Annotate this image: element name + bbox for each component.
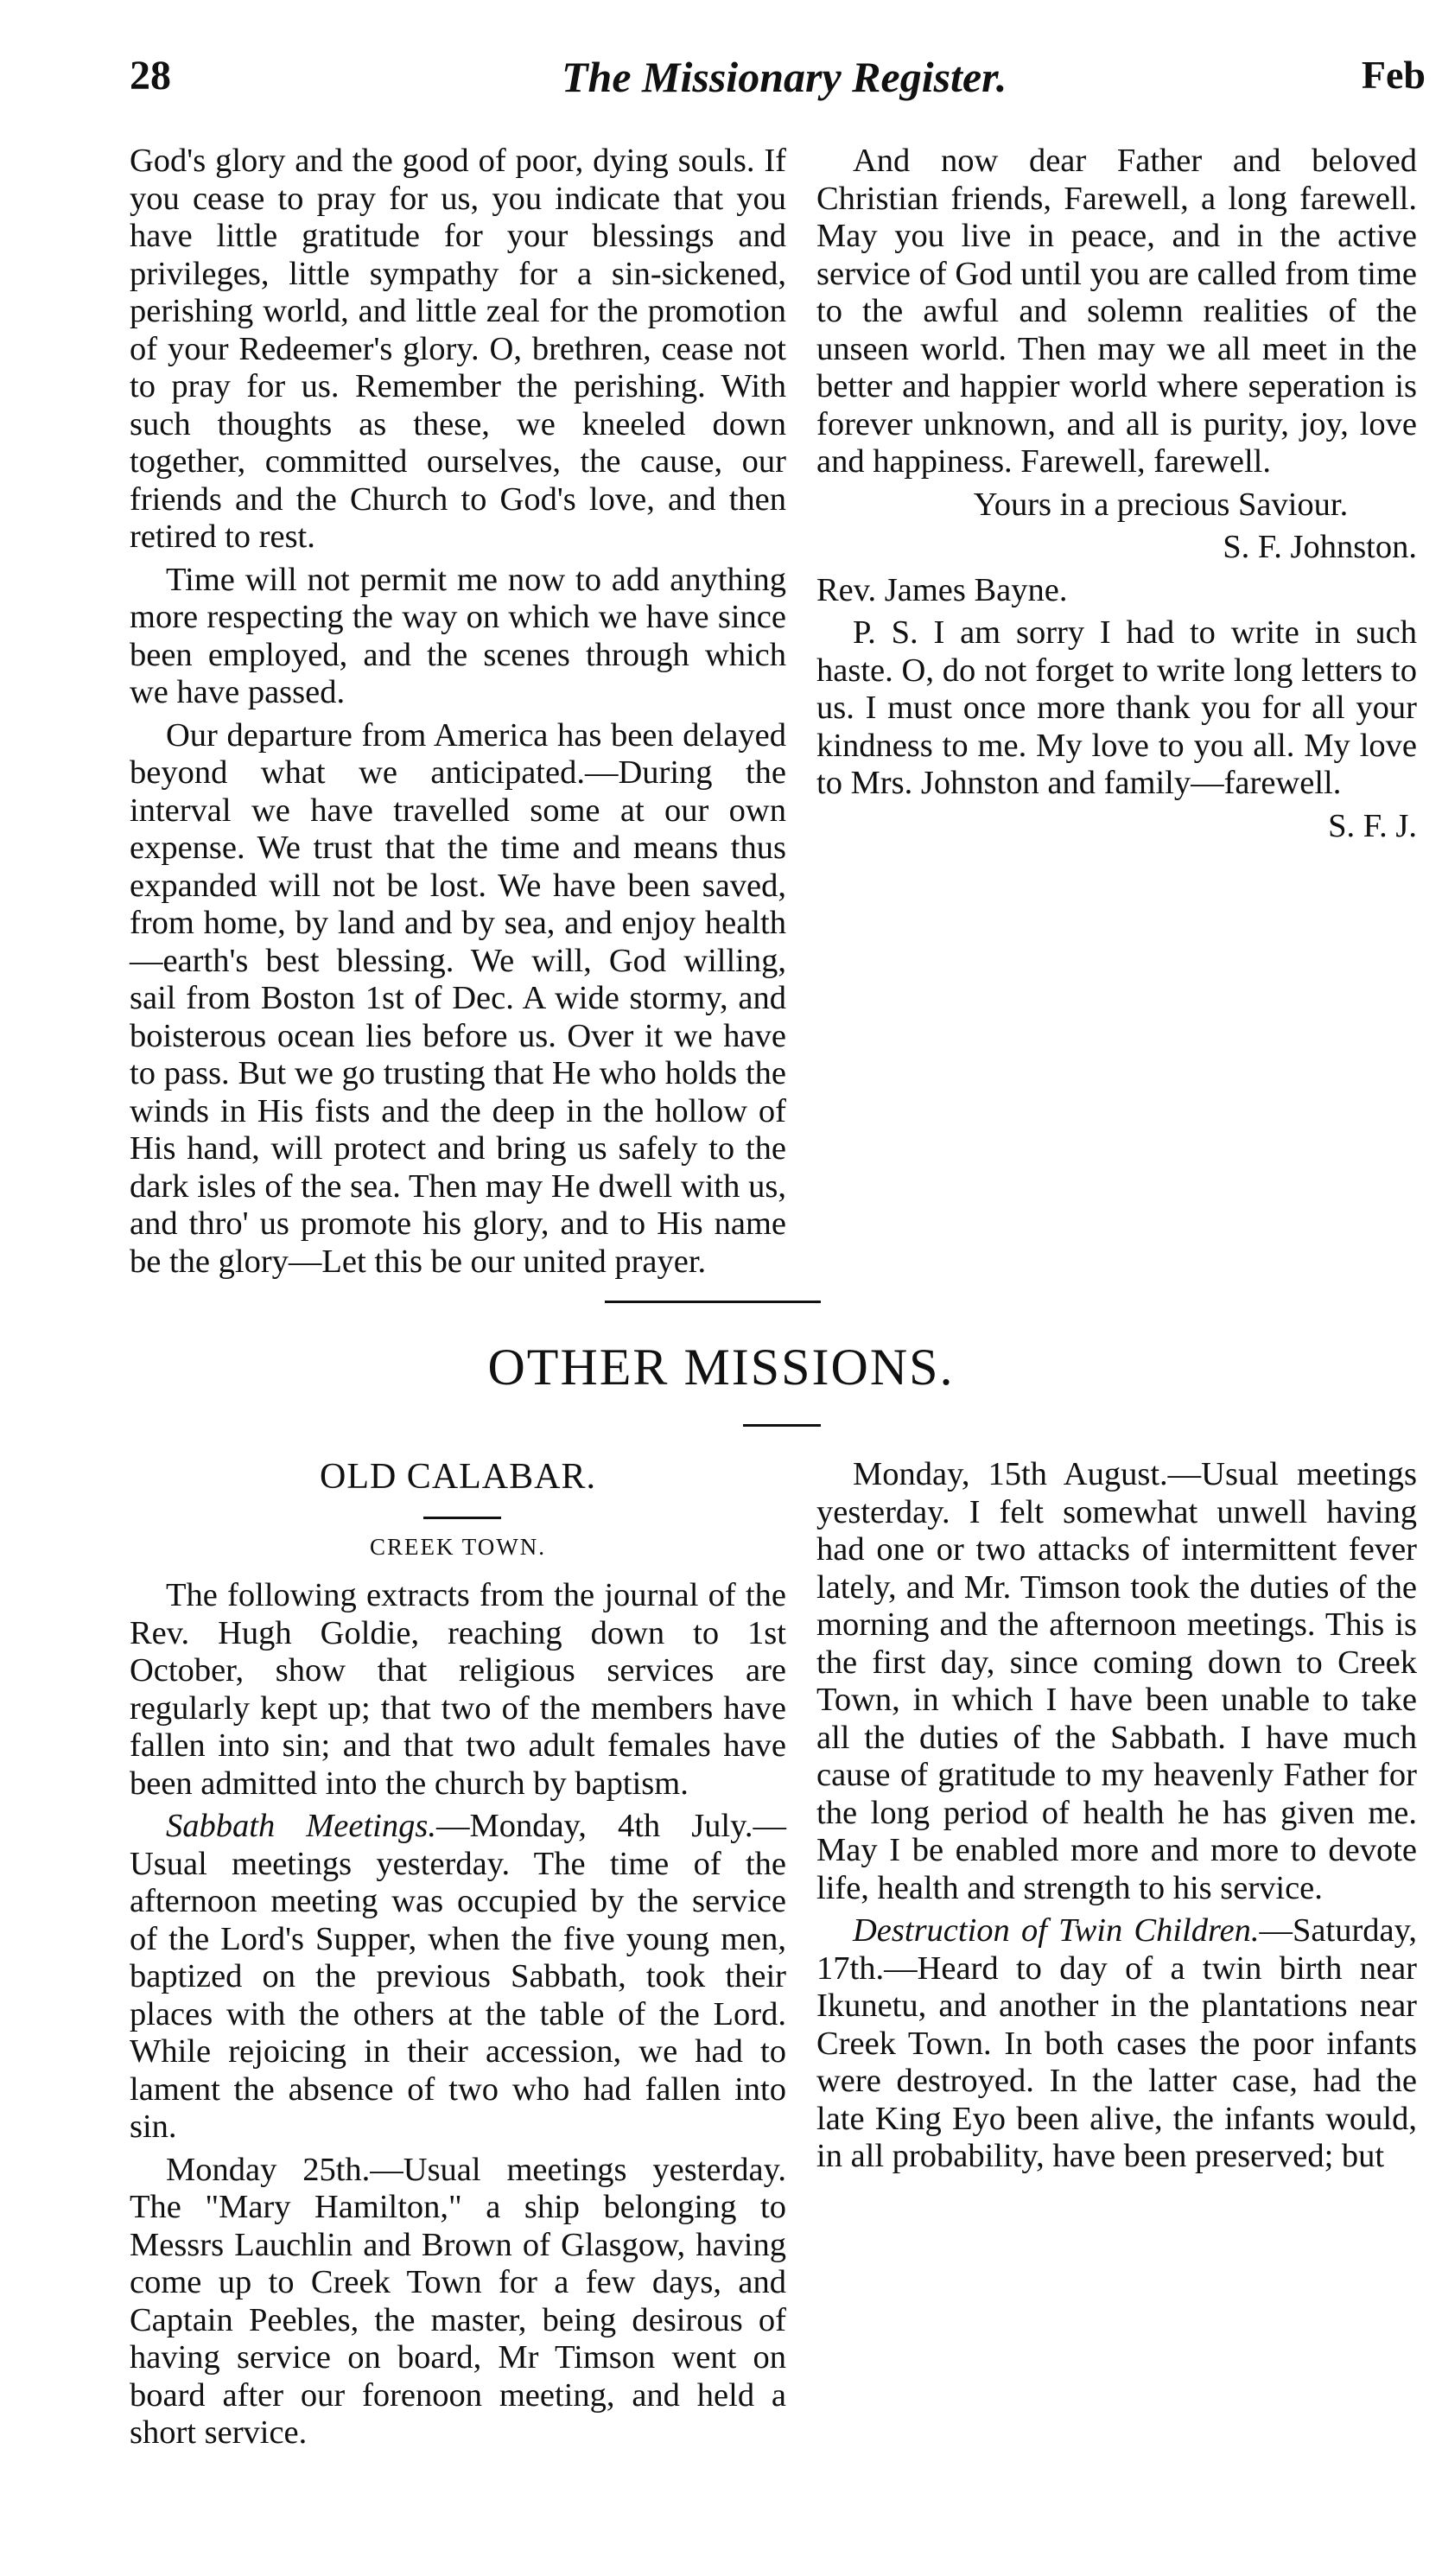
calabar-column-right <box>816 1456 1417 2176</box>
page-header <box>130 52 1426 121</box>
calabar-column-left <box>130 1577 786 2451</box>
running-title: The Missionary Register. <box>562 53 1007 101</box>
calabar-intro: The following extracts from the journal of the Rev. Hugh Goldie, reaching down to 1st October, show that religious services are regularly kept up; that two of the members have fallen into sin; and that two adult females have been admitted into the church by baptism. <box>130 1577 786 1802</box>
subsection-rule <box>423 1517 501 1519</box>
section-title: OTHER MISSIONS. <box>487 1339 955 1396</box>
subsubsection-title: CREEK TOWN. <box>370 1534 546 1560</box>
calabar-paragraph-4-head: Destruction of Twin Children. <box>853 1912 1260 1949</box>
calabar-paragraph-4-body: —Saturday, 17th.—Heard to day of a twin birth near Ikunetu, and another in the plantations near Creek Town. In both cases the poor infants were destroyed. In the latter case, had the late King Eyo been alive, the infants would, in all probability, have been preserved; but <box>816 1912 1417 2174</box>
letter-paragraph-4: And now dear Father and beloved Christian friends, Farewell, a long farewell. May you live in peace, and in the active service of God until you are called from time to the awful and solemn realities of the unseen world. Then may we all meet in the better and happier world where seperation is forever unknown, and all is purity, joy, love and happiness. Farewell, farewell. <box>816 143 1417 480</box>
calabar-paragraph-1-head: Sabbath Meetings. <box>166 1808 436 1844</box>
letter-initials: S. F. J. <box>1328 807 1417 844</box>
letter-column-right <box>816 143 1417 845</box>
letter-postscript: P. S. I am sorry I had to write in such haste. O, do not forget to write long letters to us. I must once more thank you for all your kindness to me. My love to you all. My love to Mrs. Johnston and family—farewell. <box>816 614 1417 801</box>
letter-column-left <box>130 143 786 1280</box>
running-month: Feb <box>1361 53 1426 97</box>
calabar-paragraph-3: Monday, 15th August.—Usual meetings yesterday. I felt somewhat unwell having had one or two attacks of intermittent fever lately, and Mr. Timson took the duties of the morning and the afternoon meetings. This is the first day, since coming down to Creek Town, in which I have been unable to take all the duties of the Sabbath. I have much cause of gratitude to my heavenly Father for the long period of health he has given me. May I be enabled more and more to devote life, health and strength to his service. <box>816 1456 1417 1906</box>
letter-signature: S. F. Johnston. <box>1223 529 1417 565</box>
subsection-title: OLD CALABAR. <box>319 1457 596 1497</box>
calabar-paragraph-1-body: —Monday, 4th July.—Usual meetings yesterday. The time of the afternoon meeting was occupied by the service of the Lord's Supper, when the five young men, baptized on the previous Sabbath, took their places with the others at the table of the Lord. While rejoicing in their accession, we had to lament the absence of two who had fallen into sin. <box>130 1808 786 2145</box>
section-divider <box>605 1301 821 1303</box>
letter-addressee: Rev. James Bayne. <box>816 571 1068 608</box>
letter-paragraph-2: Time will not permit me now to add anything more respecting the way on which we have since been employed, and the scenes through which we have passed. <box>130 561 786 710</box>
calabar-paragraph-1 <box>130 1808 786 2147</box>
calabar-paragraph-4 <box>816 1912 1417 2176</box>
page-number: 28 <box>130 53 171 99</box>
section-title-rule <box>743 1424 821 1427</box>
calabar-paragraph-2: Monday 25th.—Usual meetings yesterday. The "Mary Hamilton," a ship belonging to Messrs Lauchlin and Brown of Glasgow, having come up to Creek Town for a few days, and Captain Peebles, the master, being desirous of having service on board, Mr Timson went on board after our forenoon meeting, and held a short service. <box>130 2151 786 2451</box>
letter-closing: Yours in a precious Saviour. <box>973 486 1349 523</box>
letter-paragraph-1: God's glory and the good of poor, dying souls. If you cease to pray for us, you indicate that you have little gratitude for your blessings and privileges, little sympathy for a sin-sickened, perishing world, and little zeal for the promotion of your Redeemer's glory. O, brethren, cease not to pray for us. Remember the perishing. With such thoughts as these, we kneeled down together, committed ourselves, the cause, our friends and the Church to God's love, and then retired to rest. <box>130 143 786 555</box>
letter-paragraph-3: Our departure from America has been delayed beyond what we anticipated.—During the interval we have travelled some at our own expense. We trust that the time and means thus expanded will not be lost. We have been saved, from home, by land and by sea, and enjoy health—earth's best blessing. We will, God willing, sail from Boston 1st of Dec. A wide stormy, and boisterous ocean lies before us. Over it we have to pass. But we go trusting that He who holds the winds in His fists and the deep in the hollow of His hand, will protect and bring us safely to the dark isles of the sea. Then may He dwell with us, and thro' us promote his glory, and to His name be the glory—Let this be our united prayer. <box>130 716 786 1280</box>
